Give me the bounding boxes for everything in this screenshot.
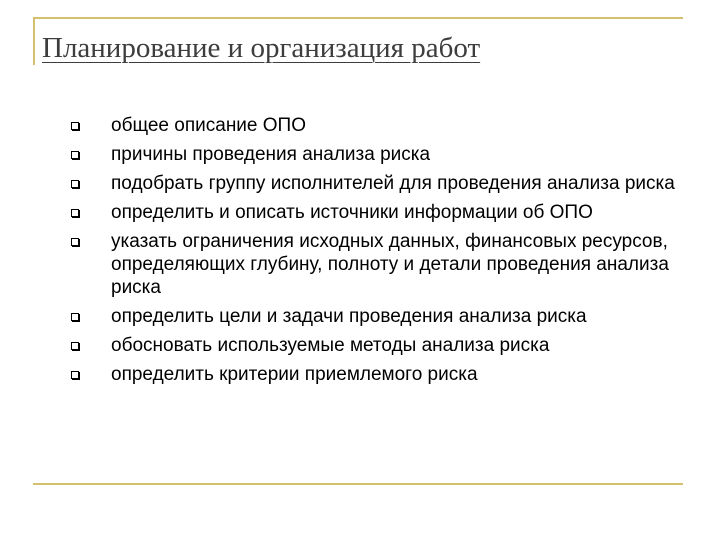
square-bullet-icon xyxy=(71,151,79,159)
bottom-divider xyxy=(33,483,683,485)
list-item-text: общее описание ОПО xyxy=(111,115,306,136)
list-item-text: определить критерии приемлемого риска xyxy=(111,364,478,385)
list-item xyxy=(70,334,690,357)
list-item-text: указать ограничения исходных данных, финансовых ресурсов, определяющих глубину, полноту и детали проведения анализа риска xyxy=(111,231,669,298)
left-divider xyxy=(33,17,35,65)
list-item-text: причины проведения анализа риска xyxy=(111,144,431,165)
list-item xyxy=(70,143,690,166)
top-divider xyxy=(33,17,683,19)
square-bullet-icon xyxy=(71,180,79,188)
square-bullet-icon xyxy=(71,371,79,379)
square-bullet-icon xyxy=(71,122,79,130)
list-item-text: обосновать используемые методы анализа риска xyxy=(111,335,550,356)
list-item xyxy=(70,201,690,224)
list-item-text: определить цели и задачи проведения анализа риска xyxy=(111,306,587,327)
bullet-list xyxy=(70,114,690,392)
slide-title: Планирование и организация работ xyxy=(42,32,481,64)
square-bullet-icon xyxy=(71,313,79,321)
list-item xyxy=(70,114,690,137)
list-item xyxy=(70,305,690,328)
list-item-text: подобрать группу исполнителей для проведения анализа риска xyxy=(111,173,675,194)
list-item xyxy=(70,172,690,195)
square-bullet-icon xyxy=(71,209,79,217)
list-item xyxy=(70,363,690,386)
list-item xyxy=(70,230,690,299)
square-bullet-icon xyxy=(71,238,79,246)
list-item-text: определить и описать источники информации об ОПО xyxy=(111,202,593,223)
square-bullet-icon xyxy=(71,342,79,350)
